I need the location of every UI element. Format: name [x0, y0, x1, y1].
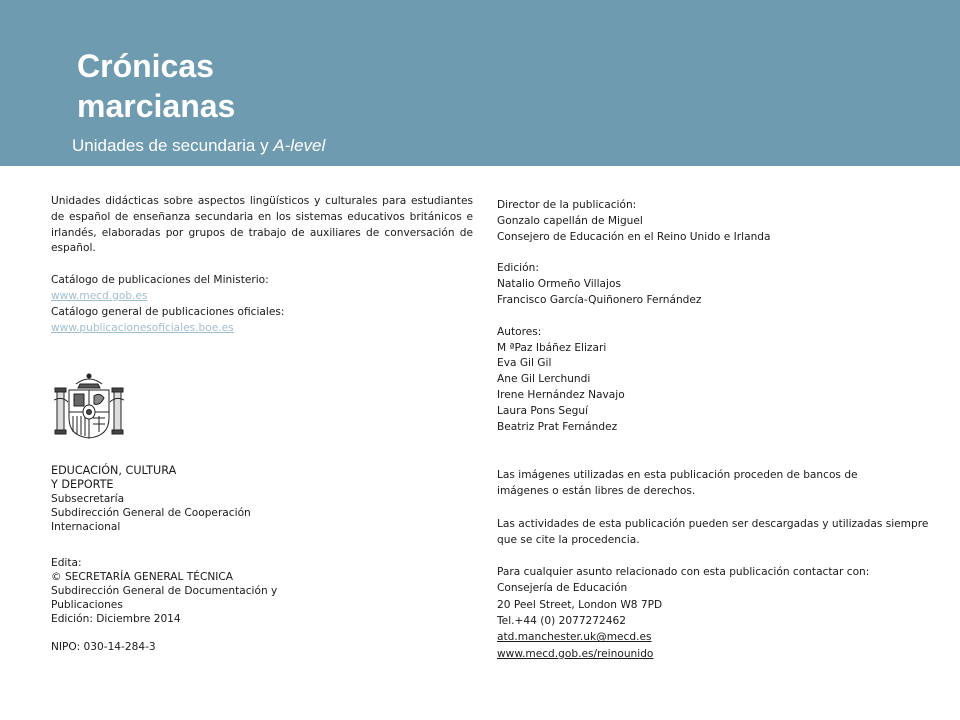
author-name: Eva Gil Gil	[497, 357, 552, 370]
right-column	[497, 198, 927, 435]
activities-note-line-1: Las actividades de esta publicación pueden ser descargadas y utilizadas siempre	[497, 517, 929, 530]
images-note-line-2: imágenes o están libres de derechos.	[497, 485, 696, 498]
edita-line-4: Publicaciones	[51, 599, 123, 611]
author-name: Beatriz Prat Fernández	[497, 420, 618, 433]
nipo-code: NIPO: 030-14-284-3	[51, 641, 156, 653]
contact-web-link[interactable]: www.mecd.gob.es/reinounido	[497, 647, 654, 660]
catalog-ministry-label: Catálogo de publicaciones del Ministerio:	[51, 274, 269, 287]
contact-line: 20 Peel Street, London W8 7PD	[497, 598, 663, 611]
catalog-general-label: Catálogo general de publicaciones oficiales:	[51, 305, 285, 318]
edita-line-1: Edita:	[51, 557, 82, 569]
author-name: Irene Hernández Navajo	[497, 388, 625, 401]
left-column	[51, 194, 473, 336]
images-note-line-1: Las imágenes utilizadas en esta publicación proceden de bancos de	[497, 469, 858, 481]
director-role: Consejero de Educación en el Reino Unido e Irlanda	[497, 230, 771, 243]
contact-line: Tel.+44 (0) 2077272462	[497, 615, 626, 628]
edita-line-2: © SECRETARÍA GENERAL TÉCNICA	[51, 571, 234, 583]
notes-block	[497, 467, 937, 662]
edition-label: Edición:	[497, 262, 539, 275]
author-name: Laura Pons Seguí	[497, 404, 589, 417]
subtitle-main: Unidades de secundaria y	[72, 136, 274, 155]
intro-paragraph: Unidades didácticas sobre aspectos lingüísticos y culturales para estudiantes de español de enseñanza secundaria en los sistemas educativos británicos e irlandés, elaboradas por grupos de trabajo de auxiliares de conversación de español.	[51, 195, 473, 255]
edita-line-5: Edición: Diciembre 2014	[51, 613, 181, 625]
publisher-block	[51, 556, 311, 626]
contact-line: Consejería de Educación	[497, 582, 628, 595]
author-name: M ªPaz Ibáñez Elizari	[497, 341, 607, 354]
edita-line-3: Subdirección General de Documentación y	[51, 585, 278, 597]
ministry-line-3: Subsecretaría	[51, 493, 125, 505]
contact-intro: Para cualquier asunto relacionado con esta publicación contactar con:	[497, 566, 870, 579]
subtitle	[72, 136, 325, 156]
edition-name: Francisco García-Quiñonero Fernández	[497, 293, 702, 306]
catalog-ministry-link[interactable]: www.mecd.gob.es	[51, 289, 148, 302]
catalog-general-link[interactable]: www.publicacionesoficiales.boe.es	[51, 321, 234, 334]
authors-label: Autores:	[497, 325, 542, 338]
activities-note-line-2: que se cite la procedencia.	[497, 533, 640, 546]
subtitle-italic: A-level	[273, 136, 326, 155]
director-label: Director de la publicación:	[497, 199, 637, 211]
contact-email-link[interactable]: atd.manchester.uk@mecd.es	[497, 631, 652, 644]
director-name: Gonzalo capellán de Miguel	[497, 214, 643, 227]
page-title	[77, 46, 235, 126]
edition-name: Natalio Ormeño Villajos	[497, 278, 621, 291]
title-line-2: marcianas	[77, 88, 236, 124]
ministry-line-2: Y DEPORTE	[51, 478, 114, 491]
ministry-line-1: EDUCACIÓN, CULTURA	[51, 464, 177, 477]
ministry-block	[51, 464, 311, 534]
coat-of-arms-spain-icon	[54, 372, 124, 440]
author-name: Ane Gil Lerchundi	[497, 373, 591, 386]
ministry-line-4: Subdirección General de Cooperación	[51, 507, 251, 519]
header-banner	[0, 0, 960, 166]
title-line-1: Crónicas	[77, 48, 214, 84]
ministry-line-5: Internacional	[51, 521, 121, 533]
